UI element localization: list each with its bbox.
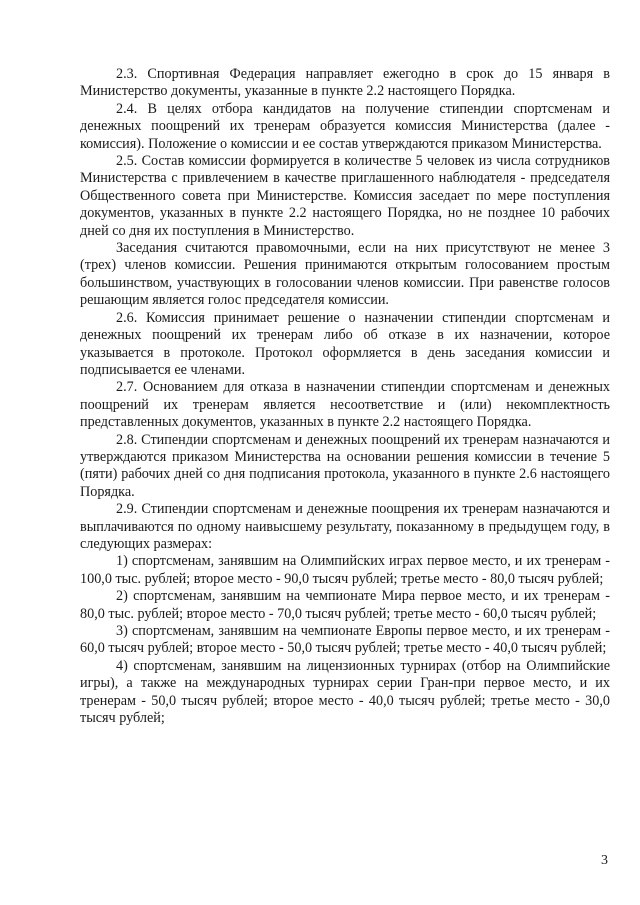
page-number: 3 [601,853,608,868]
paragraph-2-6: 2.6. Комиссия принимает решение о назначении стипендии спортсменам и денежных поощрений их тренерам либо об отказе в их назначении, которое указывается в протоколе. Протокол оформляется в день заседания комиссии и подписывается ее членами. [80,309,610,378]
paragraph-2-5: 2.5. Состав комиссии формируется в количестве 5 человек из числа сотрудников Министерства с привлечением в качестве приглашенного наблюдателя - председателя Общественного совета при Министерстве. Комиссия заседает по мере поступления документов, указанных в пункте 2.2 настоящего Порядка, но не позднее 10 рабочих дней со дня их поступления в Министерство. [80,153,610,239]
paragraph-2-4: 2.4. В целях отбора кандидатов на получение стипендии спортсменам и денежных поощрений их тренерам образуется комиссия Министерства (далее - комиссия). Положение о комиссии и ее состав утверждаются приказом Министерства. [80,100,610,152]
list-item-world-championship: 2) спортсменам, занявшим на чемпионате Мира первое место, и их тренерам - 80,0 тыс. рублей; второе место - 70,0 тысяч рублей; третье место - 60,0 тысяч рублей; [80,588,610,622]
list-item-european-championship: 3) спортсменам, занявшим на чемпионате Европы первое место, и их тренерам - 60,0 тысяч рублей; второе место - 50,0 тысяч рублей; третье место - 40,0 тысяч рублей; [80,623,610,657]
document-body [80,66,610,727]
paragraph-2-9: 2.9. Стипендии спортсменам и денежные поощрения их тренерам назначаются и выплачиваются по одному наивысшему результату, показанному в предыдущем году, в следующих размерах: [80,501,610,552]
paragraph-2-3: 2.3. Спортивная Федерация направляет ежегодно в срок до 15 января в Министерство документы, указанные в пункте 2.2 настоящего Порядка. [80,66,610,100]
paragraph-meetings: Заседания считаются правомочными, если на них присутствуют не менее 3 (трех) членов комиссии. Решения принимаются открытым голосованием простым большинством, участвующих в голосовании членов комиссии. При равенстве голосов решающим является голос председателя комиссии. [80,240,610,309]
paragraph-2-8: 2.8. Стипендии спортсменам и денежных поощрений их тренерам назначаются и утверждаются приказом Министерства на основании решения комиссии в течение 5 (пяти) рабочих дней со дня подписания протокола, указанного в пункте 2.6 настоящего Порядка. [80,431,610,500]
list-item-license-tournaments: 4) спортсменам, занявшим на лицензионных турнирах (отбор на Олимпийские игры), а также на международных турнирах серии Гран-при первое место, и их тренерам - 50,0 тысяч рублей; второе место - 40,0 тысяч рублей; третье место - 30,0 тысяч рублей; [80,657,610,727]
list-item-olympics: 1) спортсменам, занявшим на Олимпийских играх первое место, и их тренерам - 100,0 тыс. рублей; второе место - 90,0 тысяч рублей; третье место - 80,0 тысяч рублей; [80,553,610,587]
paragraph-2-7: 2.7. Основанием для отказа в назначении стипендии спортсменам и денежных поощрений их тренерам является несоответствие и (или) некомплектность представленных документов, указанных в пункте 2.2 настоящего Порядка. [80,379,610,431]
